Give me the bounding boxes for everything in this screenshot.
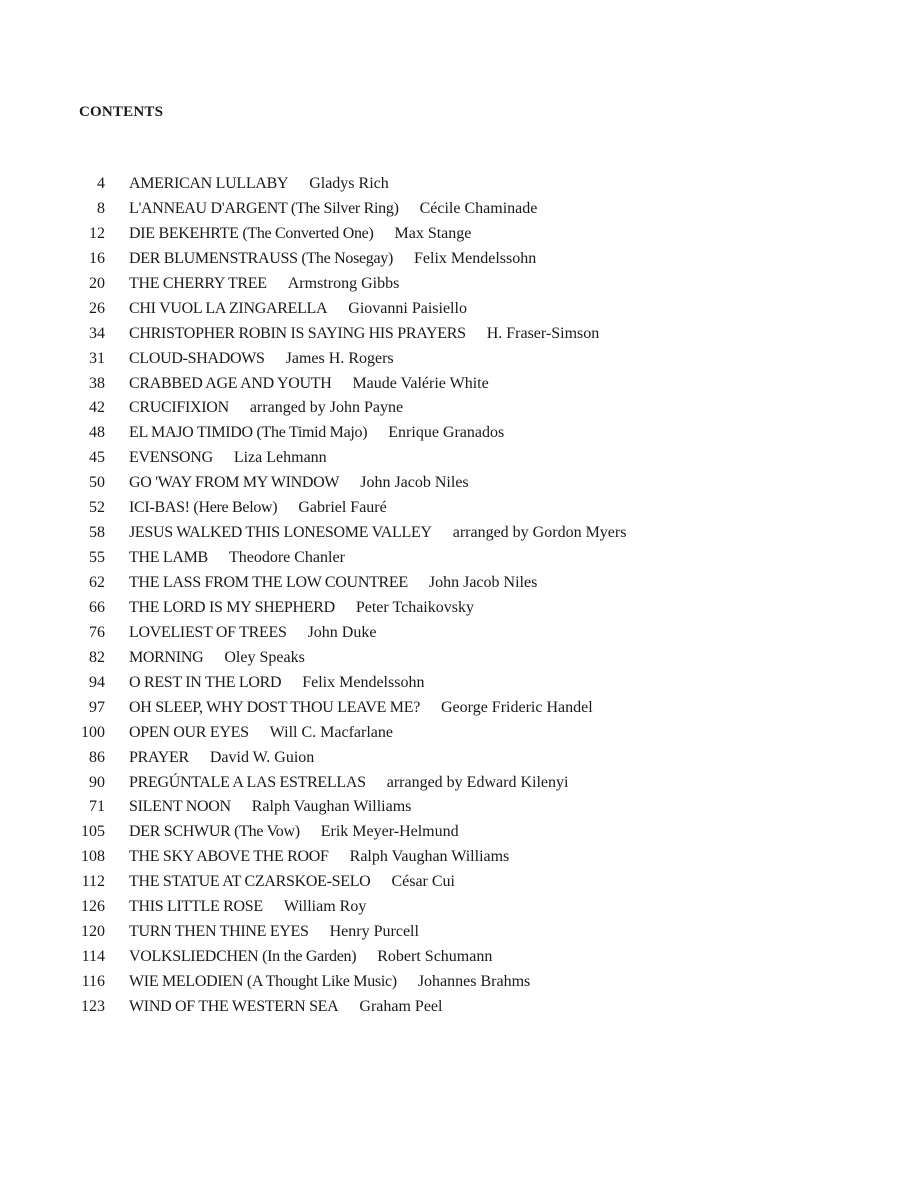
- contents-entry: [70, 225, 830, 250]
- contents-entry: [70, 674, 830, 699]
- contents-entry: [70, 599, 830, 624]
- entry-page-number: 58: [89, 524, 105, 542]
- entry-page-number: 120: [81, 923, 105, 941]
- contents-entry: [70, 350, 830, 375]
- entry-title: CHI VUOL LA ZINGARELLA: [129, 299, 328, 317]
- page-title: CONTENTS: [79, 104, 164, 120]
- entry-page-number: 97: [89, 698, 105, 716]
- entry-page-number: 123: [81, 997, 105, 1015]
- entry-title: JESUS WALKED THIS LONESOME VALLEY: [129, 524, 432, 542]
- entry-composer: Henry Purcell: [329, 923, 419, 941]
- contents-entry: [70, 948, 830, 973]
- contents-entry: [70, 200, 830, 225]
- entry-composer: Cécile Chaminade: [419, 199, 538, 217]
- entry-title: WIND OF THE WESTERN SEA: [129, 997, 339, 1015]
- entry-composer: Felix Mendelssohn: [414, 249, 537, 267]
- entry-title: VOLKSLIEDCHEN (In the Garden): [129, 948, 357, 966]
- entry-composer: Oley Speaks: [224, 648, 305, 666]
- entry-page-number: 31: [89, 349, 105, 367]
- entry-composer: Johannes Brahms: [417, 973, 531, 990]
- contents-entry: [70, 923, 830, 948]
- entry-title: GO 'WAY FROM MY WINDOW: [129, 474, 340, 492]
- entry-page-number: 66: [89, 598, 105, 616]
- entry-page-number: 86: [89, 748, 105, 766]
- contents-entry: [70, 499, 830, 524]
- entry-page-number: 48: [89, 424, 105, 442]
- entry-title: EVENSONG: [129, 449, 213, 467]
- entry-composer: John Jacob Niles: [428, 574, 538, 591]
- entry-composer: James H. Rogers: [285, 349, 394, 367]
- entry-composer: Gabriel Fauré: [298, 499, 387, 517]
- entry-page-number: 108: [81, 848, 105, 866]
- entry-title: DER BLUMENSTRAUSS (The Nosegay): [129, 249, 394, 267]
- entry-title: L'ANNEAU D'ARGENT (The Silver Ring): [129, 199, 399, 217]
- entry-page-number: 52: [89, 499, 105, 517]
- contents-list: [70, 175, 830, 1023]
- entry-title: WIE MELODIEN (A Thought Like Music): [129, 973, 397, 990]
- contents-entry: [70, 449, 830, 474]
- contents-entry: [70, 250, 830, 275]
- entry-page-number: 90: [89, 773, 105, 791]
- entry-page-number: 12: [89, 224, 105, 242]
- entry-page-number: 42: [89, 399, 105, 417]
- entry-page-number: 38: [89, 374, 105, 392]
- entry-page-number: 94: [89, 673, 105, 691]
- entry-page-number: 100: [81, 723, 105, 741]
- contents-entry: [70, 300, 830, 325]
- entry-title: AMERICAN LULLABY: [129, 175, 289, 192]
- entry-composer: arranged by John Payne: [249, 399, 404, 417]
- entry-composer: John Jacob Niles: [360, 474, 469, 492]
- entry-composer: Ralph Vaughan Williams: [349, 848, 510, 866]
- entry-page-number: 34: [89, 324, 105, 342]
- entry-title: THE SKY ABOVE THE ROOF: [129, 848, 329, 866]
- entry-title: THIS LITTLE ROSE: [129, 898, 263, 916]
- entry-composer: Ralph Vaughan Williams: [251, 798, 412, 816]
- entry-composer: César Cui: [391, 873, 455, 891]
- entry-page-number: 126: [81, 898, 105, 916]
- entry-title: ICI-BAS! (Here Below): [129, 499, 278, 517]
- entry-composer: Robert Schumann: [377, 948, 493, 966]
- entry-page-number: 114: [81, 948, 105, 966]
- contents-entry: [70, 399, 830, 424]
- contents-entry: [70, 175, 830, 200]
- entry-title: O REST IN THE LORD: [129, 673, 282, 691]
- entry-composer: Will C. Macfarlane: [269, 723, 393, 741]
- entry-composer: David W. Guion: [209, 748, 315, 766]
- contents-entry: [70, 699, 830, 724]
- entry-composer: John Duke: [307, 623, 377, 641]
- contents-entry: [70, 624, 830, 649]
- entry-title: PREGÚNTALE A LAS ESTRELLAS: [129, 773, 366, 791]
- entry-composer: Maude Valérie White: [352, 374, 489, 392]
- entry-page-number: 26: [89, 299, 105, 317]
- entry-title: THE LORD IS MY SHEPHERD: [129, 598, 335, 616]
- entry-composer: Graham Peel: [359, 997, 443, 1015]
- entry-composer: Felix Mendelssohn: [302, 673, 425, 691]
- entry-composer: Gladys Rich: [309, 175, 389, 192]
- contents-entry: [70, 375, 830, 400]
- entry-title: THE LAMB: [129, 549, 208, 567]
- contents-entry: [70, 649, 830, 674]
- entry-composer: George Frideric Handel: [441, 698, 593, 716]
- entry-title: THE CHERRY TREE: [129, 274, 267, 292]
- contents-entry: [70, 724, 830, 749]
- contents-entry: [70, 998, 830, 1023]
- entry-title: EL MAJO TIMIDO (The Timid Majo): [129, 424, 368, 442]
- entry-page-number: 20: [89, 274, 105, 292]
- entry-page-number: 116: [81, 973, 105, 990]
- entry-composer: Theodore Chanler: [228, 549, 345, 567]
- entry-composer: Giovanni Paisiello: [348, 299, 467, 317]
- entry-title: PRAYER: [129, 748, 189, 766]
- entry-composer: Enrique Granados: [388, 424, 505, 442]
- entry-composer: arranged by Gordon Myers: [452, 524, 627, 542]
- entry-composer: William Roy: [283, 898, 367, 916]
- contents-entry: [70, 898, 830, 923]
- entry-title: DER SCHWUR (The Vow): [129, 823, 300, 841]
- entry-page-number: 62: [89, 574, 105, 591]
- entry-title: LOVELIEST OF TREES: [129, 623, 287, 641]
- entry-composer: Max Stange: [394, 224, 472, 242]
- entry-title: CHRISTOPHER ROBIN IS SAYING HIS PRAYERS: [129, 324, 466, 342]
- contents-entry: [70, 474, 830, 499]
- contents-entry: [70, 973, 830, 998]
- entry-composer: arranged by Edward Kilenyi: [386, 773, 569, 791]
- contents-entry: [70, 574, 830, 599]
- entry-title: CRUCIFIXION: [129, 399, 229, 417]
- entry-composer: Armstrong Gibbs: [287, 274, 400, 292]
- entry-page-number: 4: [97, 175, 105, 192]
- entry-page-number: 105: [81, 823, 105, 841]
- entry-composer: Liza Lehmann: [233, 449, 327, 467]
- contents-entry: [70, 749, 830, 774]
- entry-title: THE LASS FROM THE LOW COUNTREE: [129, 574, 408, 591]
- entry-title: TURN THEN THINE EYES: [129, 923, 309, 941]
- contents-entry: [70, 848, 830, 873]
- entry-title: CRABBED AGE AND YOUTH: [129, 374, 332, 392]
- entry-page-number: 16: [89, 249, 105, 267]
- entry-page-number: 76: [89, 623, 105, 641]
- contents-entry: [70, 325, 830, 350]
- entry-composer: Erik Meyer-Helmund: [320, 823, 459, 841]
- entry-title: CLOUD-SHADOWS: [129, 349, 265, 367]
- entry-title: OH SLEEP, WHY DOST THOU LEAVE ME?: [129, 698, 420, 716]
- contents-entry: [70, 823, 830, 848]
- entry-page-number: 45: [89, 449, 105, 467]
- entry-page-number: 8: [97, 199, 105, 217]
- entry-title: MORNING: [129, 648, 204, 666]
- contents-entry: [70, 798, 830, 823]
- entry-composer: Peter Tchaikovsky: [355, 598, 474, 616]
- contents-entry: [70, 774, 830, 799]
- entry-page-number: 55: [89, 549, 105, 567]
- contents-entry: [70, 424, 830, 449]
- entry-page-number: 50: [89, 474, 105, 492]
- entry-page-number: 112: [81, 873, 105, 891]
- contents-entry: [70, 275, 830, 300]
- entry-page-number: 82: [89, 648, 105, 666]
- entry-composer: H. Fraser-Simson: [486, 324, 600, 342]
- entry-title: THE STATUE AT CZARSKOE-SELO: [129, 873, 371, 891]
- contents-entry: [70, 873, 830, 898]
- contents-entry: [70, 549, 830, 574]
- contents-entry: [70, 524, 830, 549]
- entry-page-number: 71: [89, 798, 105, 816]
- entry-title: OPEN OUR EYES: [129, 723, 249, 741]
- entry-title: DIE BEKEHRTE (The Converted One): [129, 224, 374, 242]
- entry-title: SILENT NOON: [129, 798, 231, 816]
